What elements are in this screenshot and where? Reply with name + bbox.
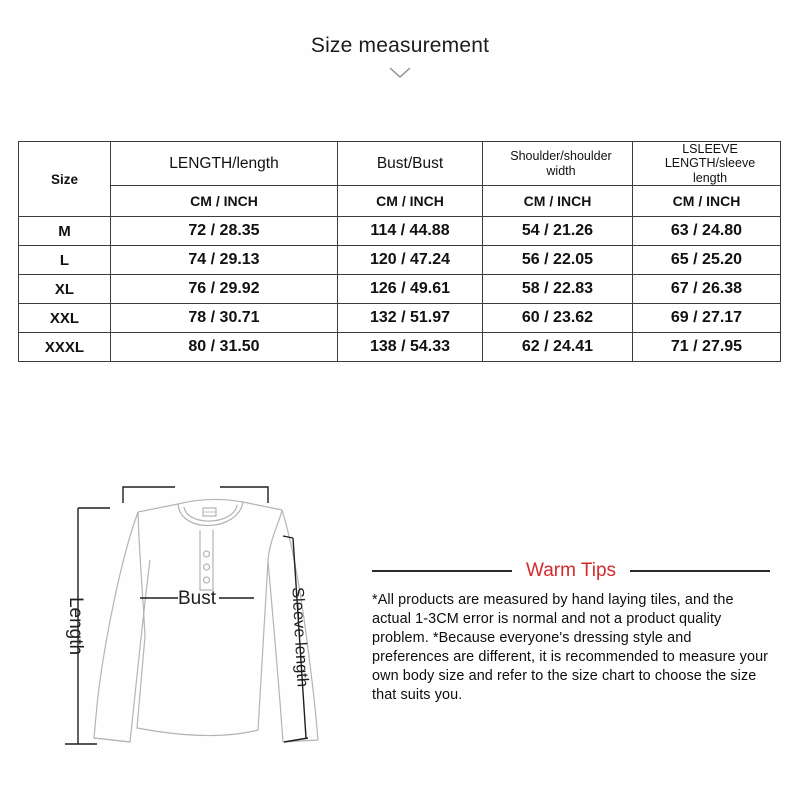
cell-size: M xyxy=(19,217,111,246)
header-length: LENGTH/length xyxy=(111,142,338,186)
unit-shoulder: CM / INCH xyxy=(483,186,633,217)
cell-size: XXL xyxy=(19,304,111,333)
warm-tips-body: *All products are measured by hand laying tiles, and the actual 1-3CM error is normal and not a product quality problem. *Because everyone's dressing style and preferences are different, it is recommended to measure your own body size and refer to the size chart to choose the size that suits you. xyxy=(372,592,769,704)
header-shoulder: Shoulder/shoulder width xyxy=(483,142,633,186)
cell-sleeve: 67 / 26.38 xyxy=(633,275,781,304)
length-label: Length xyxy=(65,596,86,656)
divider-line-right xyxy=(630,570,770,572)
shirt-diagram xyxy=(46,466,376,766)
cell-length: 78 / 30.71 xyxy=(111,304,338,333)
unit-sleeve: CM / INCH xyxy=(633,186,781,217)
table-header-row xyxy=(19,142,781,186)
cell-sleeve: 65 / 25.20 xyxy=(633,246,781,275)
cell-size: L xyxy=(19,246,111,275)
cell-length: 72 / 28.35 xyxy=(111,217,338,246)
table-row xyxy=(19,333,781,362)
cell-size: XL xyxy=(19,275,111,304)
unit-length: CM / INCH xyxy=(111,186,338,217)
warm-tips-header xyxy=(372,560,770,582)
table-row xyxy=(19,217,781,246)
cell-shoulder: 56 / 22.05 xyxy=(483,246,633,275)
cell-sleeve: 69 / 27.17 xyxy=(633,304,781,333)
cell-length: 80 / 31.50 xyxy=(111,333,338,362)
table-unit-row xyxy=(19,186,781,217)
warm-tips-title: Warm Tips xyxy=(525,560,617,581)
cell-sleeve: 71 / 27.95 xyxy=(633,333,781,362)
header-size: Size xyxy=(19,142,111,217)
shirt-measurement-figure xyxy=(46,466,376,766)
divider-line-left xyxy=(372,570,512,572)
shoulder-bracket-left xyxy=(123,487,175,503)
sleeve-length-label: Sleeve length xyxy=(288,586,312,688)
table-row xyxy=(19,246,781,275)
cell-length: 74 / 29.13 xyxy=(111,246,338,275)
cell-bust: 120 / 47.24 xyxy=(338,246,483,275)
cell-shoulder: 62 / 24.41 xyxy=(483,333,633,362)
table-row xyxy=(19,304,781,333)
header-bust: Bust/Bust xyxy=(338,142,483,186)
cell-sleeve: 63 / 24.80 xyxy=(633,217,781,246)
cell-size: XXXL xyxy=(19,333,111,362)
cell-bust: 114 / 44.88 xyxy=(338,217,483,246)
warm-tips-section xyxy=(372,560,770,705)
chevron-down-icon xyxy=(388,66,412,80)
cell-bust: 132 / 51.97 xyxy=(338,304,483,333)
cell-bust: 126 / 49.61 xyxy=(338,275,483,304)
cell-shoulder: 58 / 22.83 xyxy=(483,275,633,304)
unit-bust: CM / INCH xyxy=(338,186,483,217)
cell-length: 76 / 29.92 xyxy=(111,275,338,304)
size-table xyxy=(18,141,781,362)
bust-label: Bust xyxy=(177,588,217,609)
table-row xyxy=(19,275,781,304)
shoulder-bracket-right xyxy=(220,487,268,503)
cell-bust: 138 / 54.33 xyxy=(338,333,483,362)
page-title: Size measurement xyxy=(310,34,490,57)
cell-shoulder: 60 / 23.62 xyxy=(483,304,633,333)
cell-shoulder: 54 / 21.26 xyxy=(483,217,633,246)
header-sleeve: LSLEEVE LENGTH/sleeve length xyxy=(633,142,781,186)
measurement-lines xyxy=(65,487,308,744)
